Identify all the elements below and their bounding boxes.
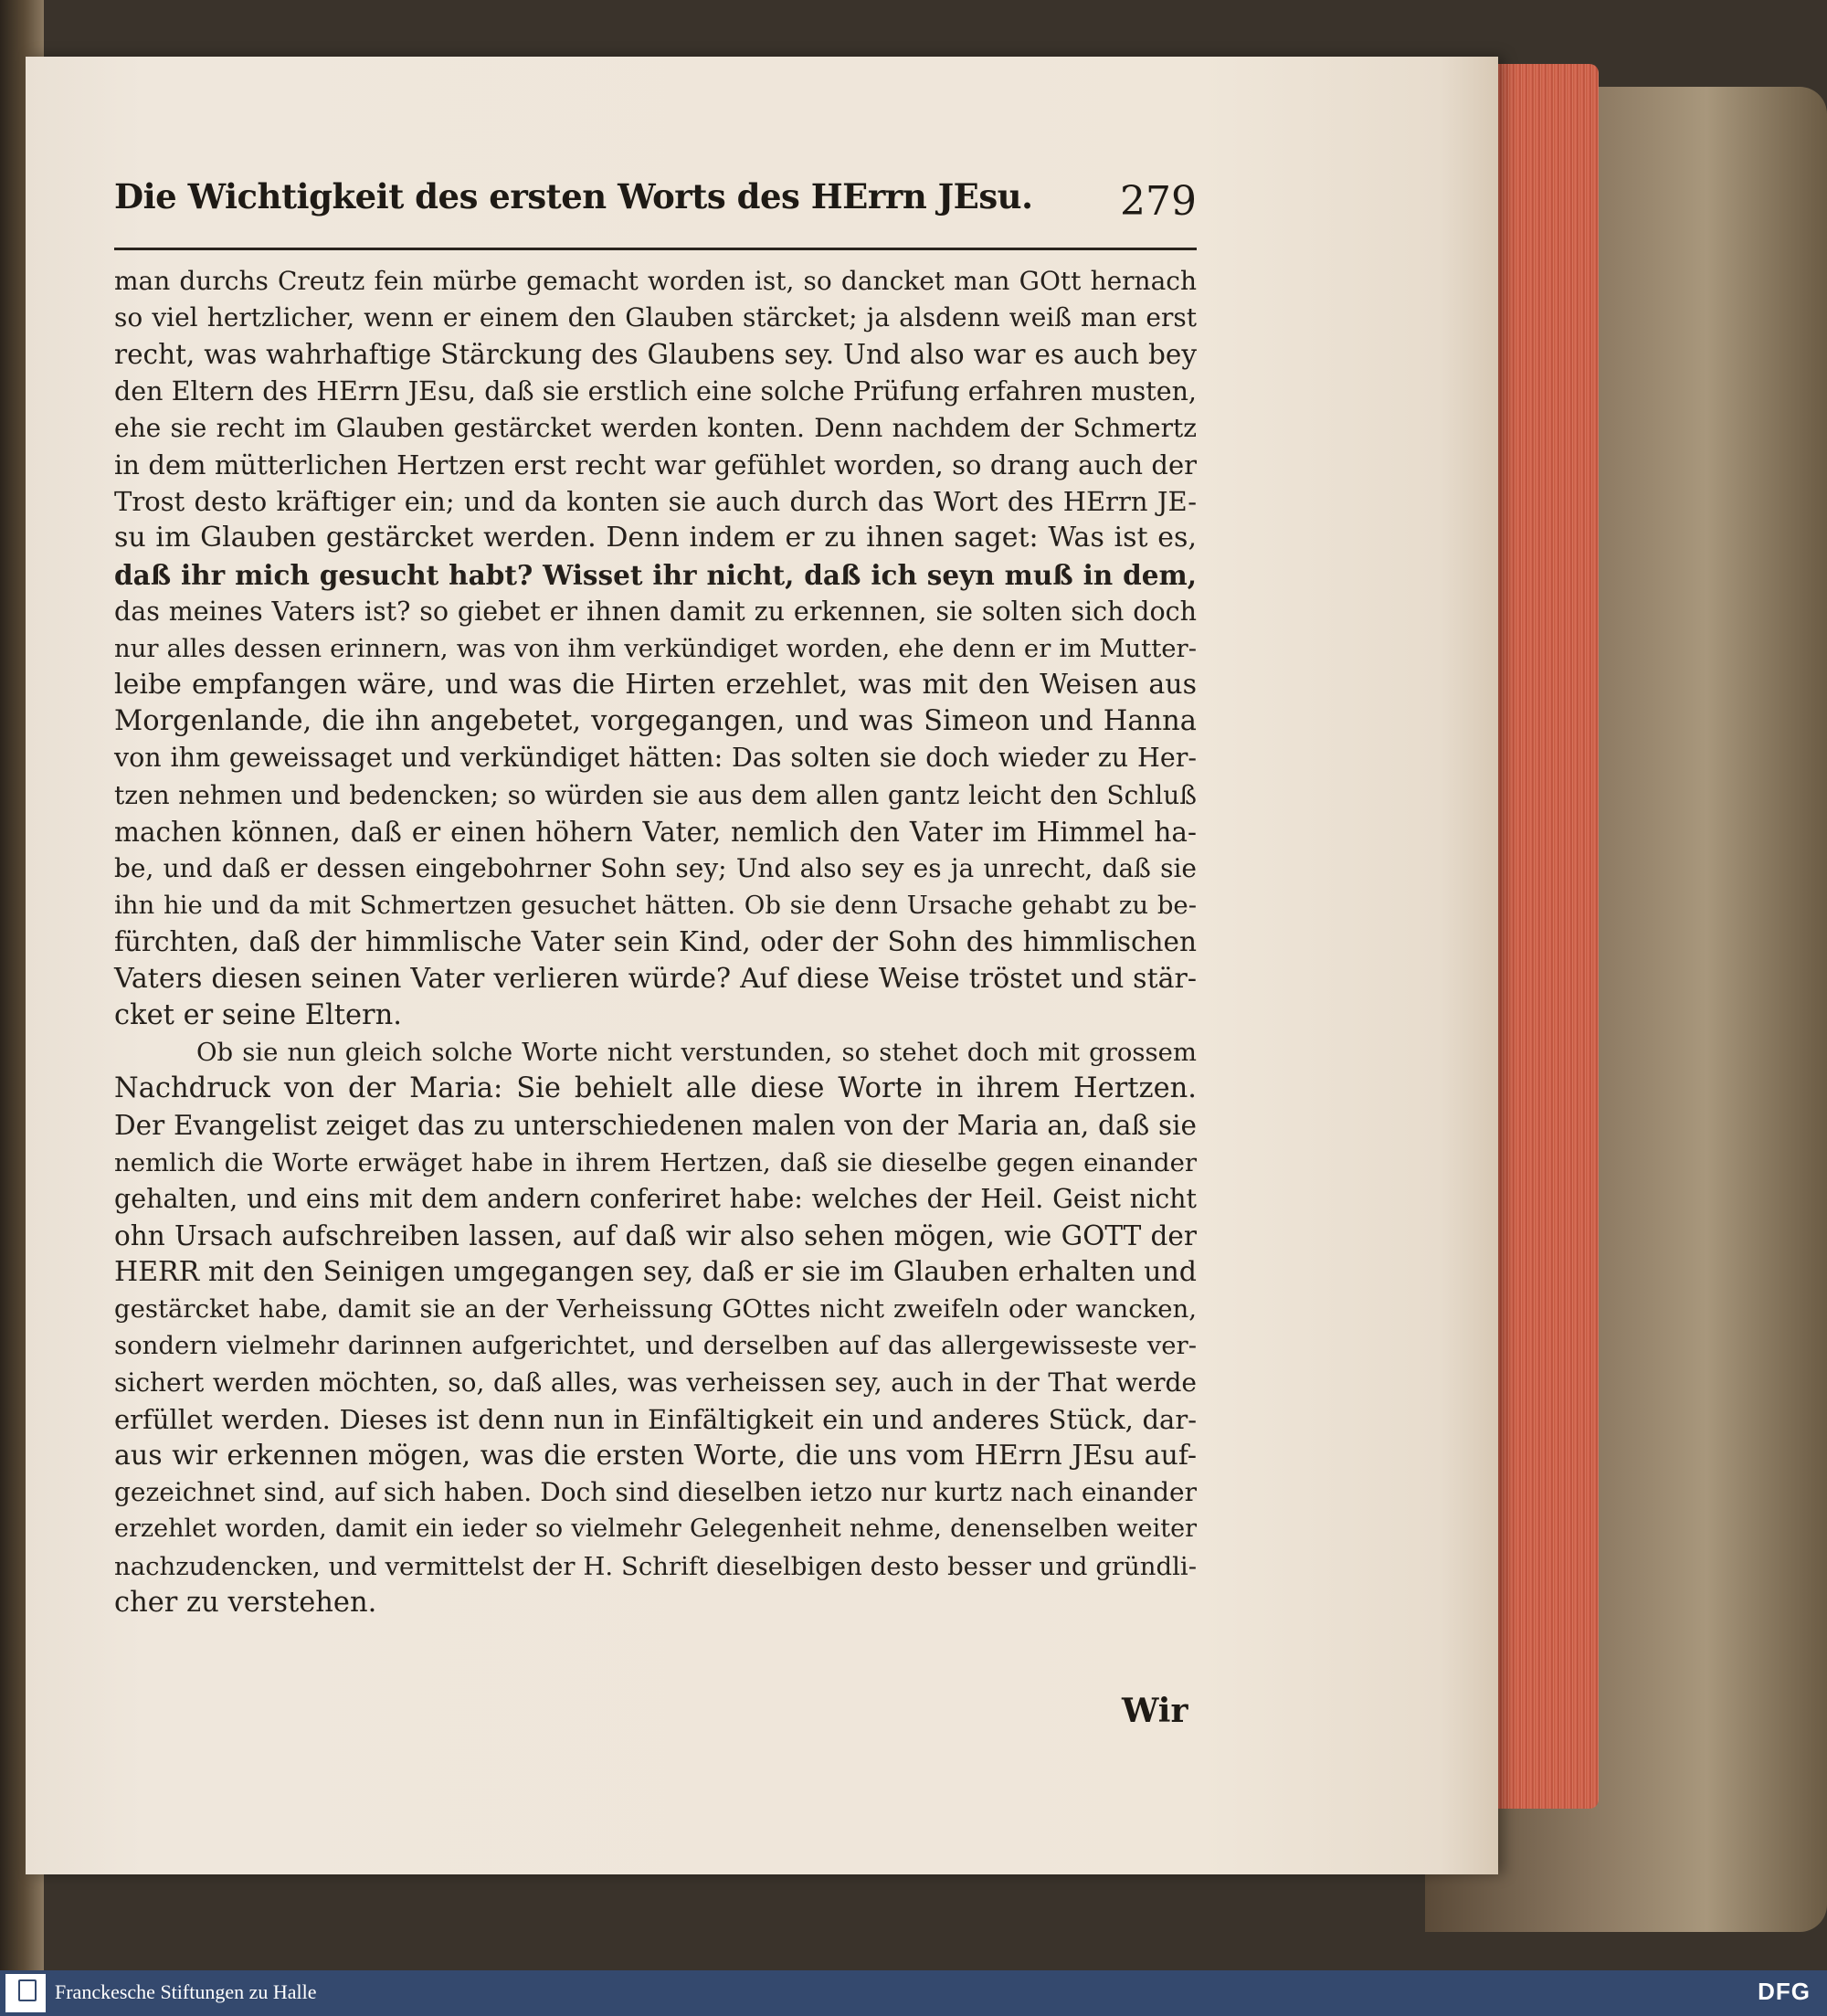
text-line: leibe empfangen wäre, und was die Hirten erzehlet, was mit den Weisen aus — [114, 669, 1197, 702]
text-line: daß ihr mich gesucht habt? Wisset ihr nicht, daß ich seyn muß in dem, — [114, 558, 1197, 591]
text-line: in dem mütterlichen Hertzen erst recht war gefühlet worden, so drang auch der — [114, 449, 1197, 480]
text-line: machen können, daß er einen höhern Vater, nemlich den Vater im Himmel ha- — [114, 816, 1197, 848]
footer-institution: Franckesche Stiftungen zu Halle — [55, 1980, 317, 2003]
text-line: Vaters diesen seinen Vater verlieren würde? Auf diese Weise tröstet und stär- — [114, 962, 1197, 995]
header-title: Die Wichtigkeit des ersten Worts des HErrn JEsu. — [114, 176, 1033, 216]
text-line: das meines Vaters ist? so giebet er ihnen damit zu erkennen, sie solten sich doch — [114, 596, 1197, 627]
text-line: be, und daß er dessen eingebohrner Sohn sey; Und also sey es ja unrecht, daß sie — [114, 853, 1197, 883]
text-line: Morgenlande, die ihn angebetet, vorgegangen, und was Simeon und Hanna — [114, 705, 1197, 738]
text-line: nur alles dessen erinnern, was von ihm verkündiget worden, ehe denn er im Mutter- — [114, 633, 1197, 663]
text-line: sondern vielmehr darinnen aufgerichtet, und derselben auf das allergewisseste ver- — [114, 1331, 1197, 1361]
footer-bar — [0, 1970, 1827, 2016]
catchword: Wir — [1122, 1692, 1188, 1730]
text-line: den Eltern des HErrn JEsu, daß sie erstlich eine solche Prüfung erfahren musten, — [114, 375, 1197, 406]
text-line: Nachdruck von der Maria: Sie behielt alle diese Worte in ihrem Hertzen. — [114, 1072, 1197, 1105]
text-line: HERR mit den Seinigen umgegangen sey, daß er sie im Glauben erhalten und — [114, 1256, 1197, 1289]
text-line: erzehlet worden, damit ein ieder so vielmehr Gelegenheit nehme, denenselben weiter — [114, 1515, 1197, 1544]
logo-icon — [18, 1979, 37, 2001]
text-line: nachzudencken, und vermittelst der H. Schrift dieselbigen desto besser und gründli- — [114, 1551, 1197, 1581]
text-line: von ihm geweissaget und verkündiget hätten: Das solten sie doch wieder zu Her- — [114, 743, 1197, 774]
text-line: Der Evangelist zeiget das zu unterschiedenen malen von der Maria an, daß sie — [114, 1110, 1197, 1142]
text-line: nemlich die Worte erwäget habe in ihrem Hertzen, daß sie dieselbe gegen einander — [114, 1147, 1197, 1177]
running-head — [114, 169, 1197, 250]
text-line: gezeichnet sind, auf sich haben. Doch sind dieselben ietzo nur kurtz nach einander — [114, 1477, 1197, 1508]
text-line: Ob sie nun gleich solche Worte nicht verstunden, so stehet doch mit grossem — [196, 1037, 1197, 1067]
text-line: cher zu verstehen. — [114, 1586, 377, 1619]
dfg-logo: DFG — [1758, 1978, 1811, 2005]
page-number: 279 — [1120, 178, 1197, 225]
text-line: gestärcket habe, damit sie an der Verheissung GOttes nicht zweifeln oder wancken, — [114, 1294, 1197, 1325]
text-line: recht, was wahrhaftige Stärckung des Glaubens sey. Und also war es auch bey — [114, 339, 1197, 371]
text-line: su im Glauben gestärcket werden. Denn indem er zu ihnen saget: Was ist es, — [114, 522, 1197, 554]
body-text — [114, 263, 1197, 1621]
text-line: tzen nehmen und bedencken; so würden sie aus dem allen gantz leicht den Schluß — [114, 779, 1197, 810]
text-line: ohn Ursach aufschreiben lassen, auf daß wir also sehen mögen, wie GOTT der — [114, 1219, 1197, 1251]
text-line: sichert werden möchten, so, daß alles, was verheissen sey, auch in der That werde — [114, 1367, 1197, 1398]
text-line: erfüllet werden. Dieses ist denn nun in Einfältigkeit ein und anderes Stück, dar- — [114, 1403, 1197, 1435]
text-line: so viel hertzlicher, wenn er einem den Glauben stärcket; ja alsdenn weiß man erst — [114, 302, 1197, 333]
text-line: man durchs Creutz fein mürbe gemacht worden ist, so dancket man GOtt hernach — [114, 266, 1197, 296]
text-line: ihn hie und da mit Schmertzen gesuchet hätten. Ob sie denn Ursache gehabt zu be- — [114, 891, 1197, 921]
text-line: cket er seine Eltern. — [114, 998, 402, 1031]
institution-logo — [5, 1974, 46, 2012]
text-line: ehe sie recht im Glauben gestärcket werden konten. Denn nachdem der Schmertz — [114, 412, 1197, 443]
text-line: aus wir erkennen mögen, was die ersten Worte, die uns vom HErrn JEsu auf- — [114, 1440, 1197, 1472]
text-line: Trost desto kräftiger ein; und da konten sie auch durch das Wort des HErrn JE- — [114, 486, 1197, 518]
text-line: fürchten, daß der himmlische Vater sein Kind, oder der Sohn des himmlischen — [114, 926, 1197, 958]
text-line: gehalten, und eins mit dem andern conferiret habe: welches der Heil. Geist nicht — [114, 1183, 1197, 1214]
